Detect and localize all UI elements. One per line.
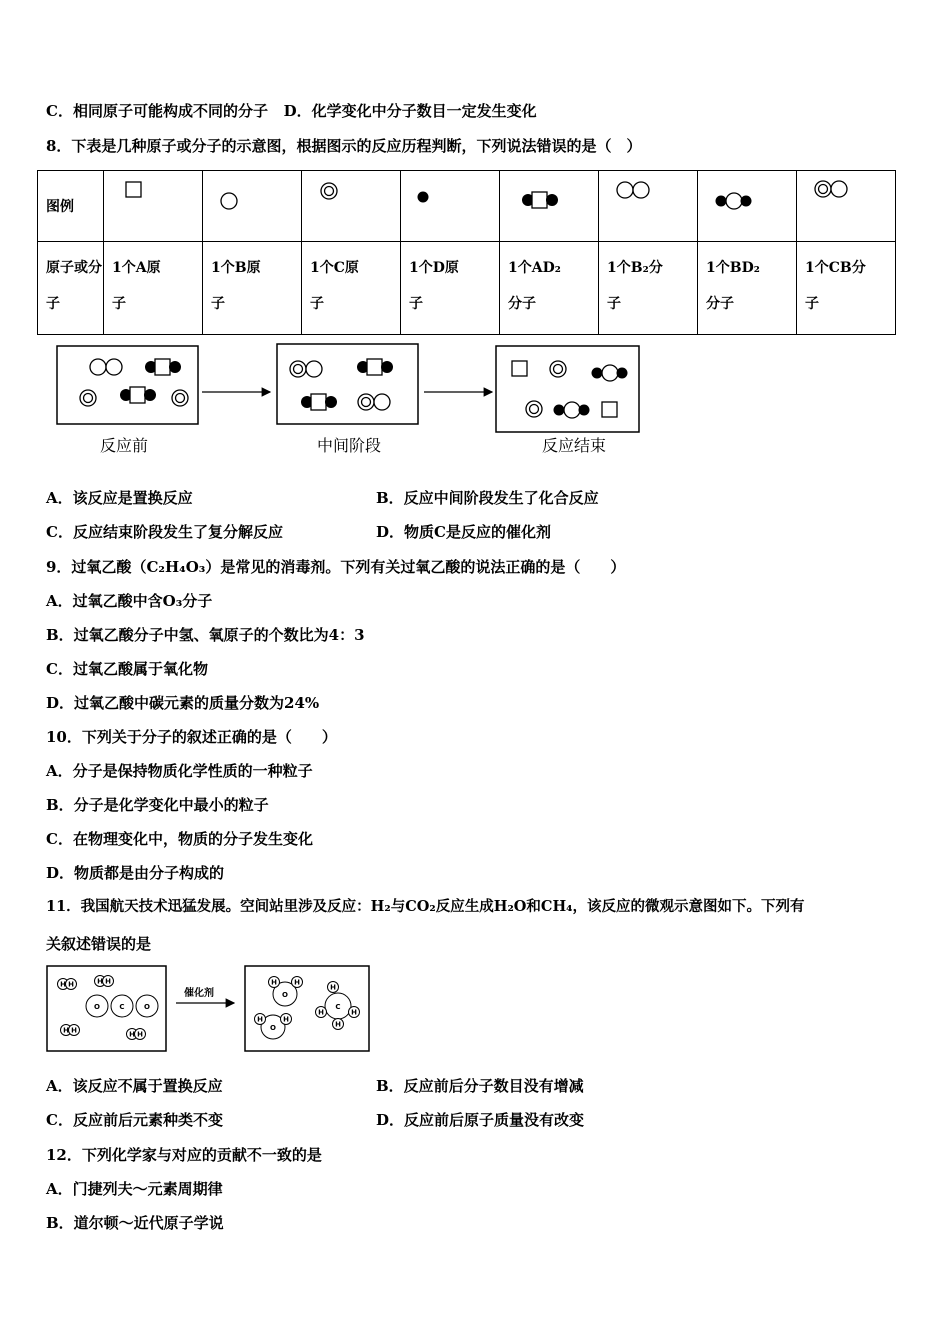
legend-label-b: 1个B原 子 (203, 242, 302, 335)
ad2-molecule-icon (508, 171, 598, 231)
q11-option-c: C．反应前后元素种类不变 (46, 1111, 223, 1129)
double-ring-atom-icon (310, 171, 400, 231)
b2-molecule-icon (607, 171, 697, 231)
co2-molecule (86, 995, 158, 1017)
atom-h: H (60, 980, 66, 989)
q8-stem: 8．下表是几种原子或分子的示意图，根据图示的反应历程判断，下列说法错误的是（ ） (46, 137, 642, 155)
q10-stem: 10．下列关于分子的叙述正确的是（ ） (46, 728, 337, 746)
q7-options (46, 101, 537, 121)
legend-label-d: 1个D原 子 (401, 242, 500, 335)
stage-before-box (57, 346, 198, 424)
legend-cell-d (401, 171, 500, 242)
q11-option-d: D．反应前后原子质量没有改变 (376, 1111, 585, 1129)
atom-o: O (94, 1003, 100, 1011)
stage-middle-label: 中间阶段 (317, 436, 382, 455)
bd2-molecule-icon (706, 171, 796, 231)
stage-end-label: 反应结束 (542, 436, 607, 455)
black-dot-atom-icon (409, 171, 499, 231)
q9-option-c: C．过氧乙酸属于氧化物 (46, 660, 208, 678)
q11-stem-line2: 关叙述错误的是 (46, 935, 152, 953)
q8-option-d: D．物质C是反应的催化剂 (376, 523, 551, 541)
atom-h: H (318, 1008, 324, 1017)
q9-option-a: A．过氧乙酸中含O₃分子 (46, 592, 213, 610)
q7-option-d: D．化学变化中分子数目一定发生变化 (283, 102, 537, 120)
legend-label-a: 1个A原 子 (104, 242, 203, 335)
atom-c: C (119, 1003, 125, 1011)
q10-option-d: D．物质都是由分子构成的 (46, 864, 225, 882)
q12-option-a: A．门捷列夫～元素周期律 (46, 1180, 223, 1198)
q8-option-b: B．反应中间阶段发生了化合反应 (376, 489, 599, 507)
legend-cell-cb (797, 171, 896, 242)
q9-option-b: B．过氧乙酸分子中氢、氧原子的个数比为4：3 (46, 626, 365, 644)
h2-molecule (61, 1025, 80, 1036)
q8-legend-table (37, 170, 896, 335)
q11-stem-line1: 11．我国航天技术迅猛发展。空间站里涉及反应：H₂与CO₂反应生成H₂O和CH₄，该反应的微观示意图如下。下列有 (46, 898, 805, 915)
atom-h: H (271, 978, 277, 987)
legend-label-bd2: 1个BD₂ 分子 (698, 242, 797, 335)
h2-molecule (95, 976, 114, 987)
atom-h: H (257, 1015, 263, 1024)
legend-cell-c (302, 171, 401, 242)
atom-h: H (105, 977, 111, 986)
q7-option-c: C．相同原子可能构成不同的分子 (46, 102, 268, 120)
stage-before-label: 反应前 (100, 436, 149, 455)
atom-h: H (330, 983, 336, 992)
legend-cell-b (203, 171, 302, 242)
legend-cell-a (104, 171, 203, 242)
stage-middle-box (277, 344, 418, 424)
h2-molecule (127, 1029, 146, 1040)
q9-stem: 9．过氧乙酸（C₂H₄O₃）是常见的消毒剂。下列有关过氧乙酸的说法正确的是（ ） (46, 558, 626, 576)
atom-h: H (129, 1030, 135, 1039)
legend-header-species: 原子或分 子 (38, 242, 104, 335)
atom-o: O (270, 1024, 276, 1032)
atom-h: H (283, 1015, 289, 1024)
legend-header-diagram: 图例 (38, 171, 104, 242)
square-atom-icon (112, 171, 202, 231)
q12-option-b: B．道尔顿～近代原子学说 (46, 1214, 224, 1232)
legend-label-b2: 1个B₂分 子 (599, 242, 698, 335)
cb-molecule-icon (805, 171, 895, 231)
atom-c: C (335, 1003, 341, 1011)
q10-option-c: C．在物理变化中，物质的分子发生变化 (46, 830, 313, 848)
q10-option-b: B．分子是化学变化中最小的粒子 (46, 796, 269, 814)
q8-option-a: A．该反应是置换反应 (46, 489, 193, 507)
legend-label-ad2: 1个AD₂ 分子 (500, 242, 599, 335)
atom-h: H (97, 977, 103, 986)
legend-cell-b2 (599, 171, 698, 242)
q9-option-d: D．过氧乙酸中碳元素的质量分数为24% (46, 694, 320, 712)
h2-molecule (58, 979, 77, 990)
legend-cell-ad2 (500, 171, 599, 242)
atom-h: H (335, 1020, 341, 1029)
atom-h: H (71, 1026, 77, 1035)
atom-h: H (68, 980, 74, 989)
q11-micro-diagram (44, 963, 374, 1055)
q11-option-a: A．该反应不属于置换反应 (46, 1077, 223, 1095)
catalyst-label: 催化剂 (184, 988, 214, 999)
atom-o: O (282, 991, 288, 999)
legend-label-c: 1个C原 子 (302, 242, 401, 335)
atom-h: H (137, 1030, 143, 1039)
q11-option-b: B．反应前后分子数目没有增减 (376, 1077, 584, 1095)
circle-atom-icon (211, 171, 301, 231)
atom-h: H (351, 1008, 357, 1017)
q10-option-a: A．分子是保持物质化学性质的一种粒子 (46, 762, 313, 780)
atom-h: H (63, 1026, 69, 1035)
legend-cell-bd2 (698, 171, 797, 242)
legend-label-cb: 1个CB分 子 (797, 242, 896, 335)
q8-option-c: C．反应结束阶段发生了复分解反应 (46, 523, 283, 541)
q12-stem: 12．下列化学家与对应的贡献不一致的是 (46, 1146, 322, 1164)
atom-h: H (294, 978, 300, 987)
atom-o: O (144, 1003, 150, 1011)
stage-end-box (496, 346, 639, 432)
